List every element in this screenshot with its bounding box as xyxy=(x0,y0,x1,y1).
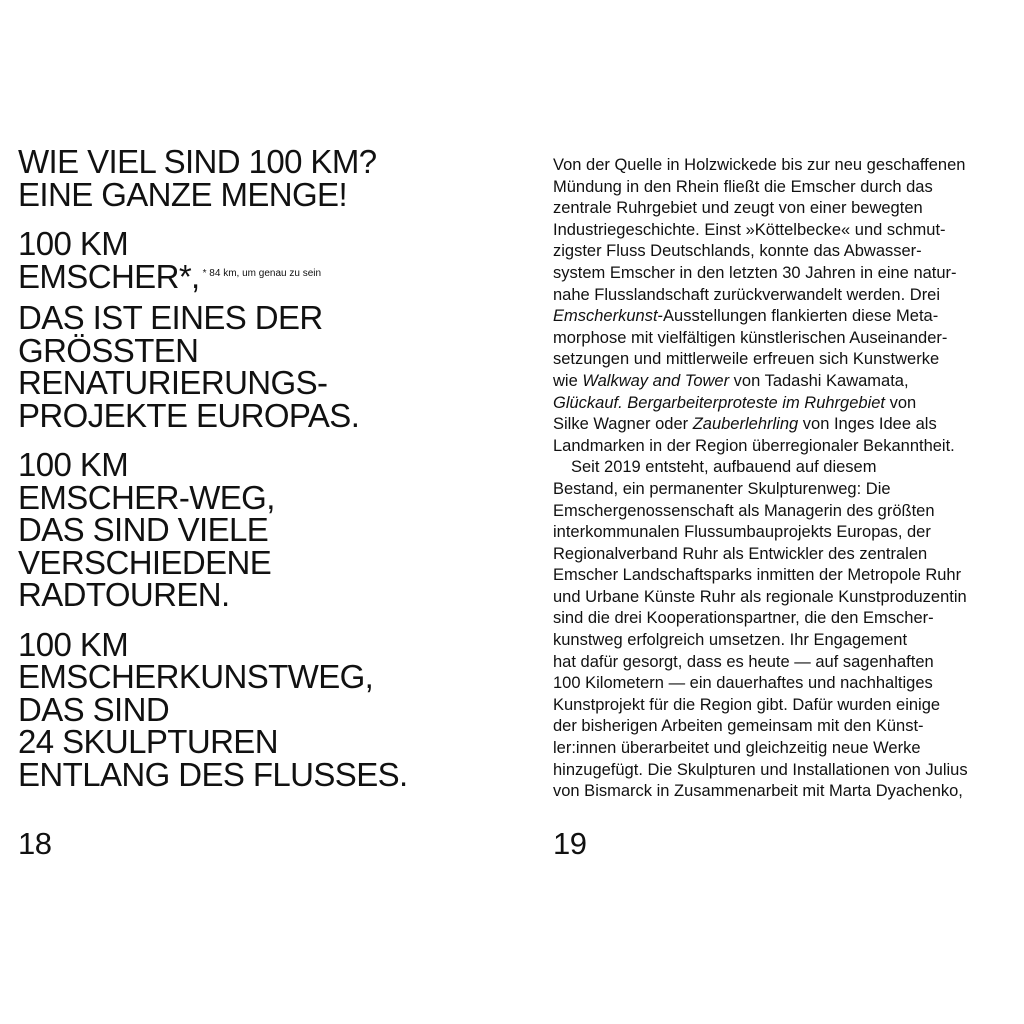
headline-block xyxy=(18,625,408,793)
headline-line: PROJEKTE EUROPAS. xyxy=(18,396,360,434)
body-text-segment: und Urbane Künste Ruhr als regionale Kunstproduzentin xyxy=(553,587,967,606)
headline-line: DAS IST EINES DER xyxy=(18,299,323,336)
body-text-segment: nahe Flusslandschaft zurückverwandelt werden. Drei xyxy=(553,285,941,304)
page-number-left: 18 xyxy=(18,826,52,861)
body-text-segment: Seit 2019 entsteht, aufbauend auf diesem xyxy=(571,458,877,477)
body-text-segment: Mündung in den Rhein fließt die Emscher durch das xyxy=(553,177,933,196)
body-line xyxy=(553,220,1018,242)
body-text-italic: Walkway and Tower xyxy=(582,371,730,390)
body-line xyxy=(553,393,1018,415)
body-text-segment: von Bismarck in Zusammenarbeit mit Marta Dyachenko, xyxy=(553,782,963,801)
body-text-segment: wie xyxy=(553,371,583,390)
body-text-segment: sind die drei Kooperationspartner, die den Emscher- xyxy=(553,609,934,628)
body-text-segment: interkommunalen Flussumbauprojekts Europas, der xyxy=(553,523,931,542)
headline-line: VERSCHIEDENE xyxy=(18,543,272,581)
headline-text: EMSCHER*, xyxy=(18,257,200,295)
body-text-segment: Regionalverband Ruhr als Entwickler des zentralen xyxy=(553,544,928,563)
body-text-segment: system Emscher in den letzten 30 Jahren in eine natur- xyxy=(553,263,957,282)
body-text-segment: zigster Fluss Deutschlands, konnte das Abwasser- xyxy=(553,242,922,261)
footnote-text: * 84 km, um genau zu sein xyxy=(202,267,322,279)
headline-line: DAS SIND xyxy=(18,690,170,728)
body-line xyxy=(553,155,1018,177)
body-text-segment: setzungen und mittlerweile erfreuen sich Kunstwerke xyxy=(553,350,940,369)
headline-block xyxy=(18,225,408,434)
headline-line: 24 SKULPTUREN xyxy=(18,723,278,760)
headline-line: GRÖSSTEN xyxy=(18,331,199,369)
body-line xyxy=(553,371,1018,393)
headline-line: EINE GANZE MENGE! xyxy=(18,175,348,213)
body-text-segment: von Tadashi Kawamata, xyxy=(729,371,909,390)
body-text-segment: Kunstprojekt für die Region gibt. Dafür wurden einige xyxy=(553,695,941,714)
body-text-segment: ler:innen überarbeitet und gleichzeitig neue Werke xyxy=(553,739,921,758)
headline-line: 100 KM xyxy=(18,446,129,483)
body-text-segment: Silke Wagner oder xyxy=(553,415,693,434)
body-line xyxy=(553,177,1018,199)
body-text-italic: Zauberlehrling xyxy=(692,415,799,434)
body-line xyxy=(553,263,1018,285)
headline-block xyxy=(18,143,408,213)
body-text-segment: Industriegeschichte. Einst »Köttelbecke« und schmut- xyxy=(553,220,946,239)
body-text-segment: Landmarken in der Region überregionaler Bekanntheit. xyxy=(553,436,955,455)
body-text-segment: morphose mit vielfältigen künstlerischen Auseinander- xyxy=(553,328,948,347)
body-text-segment: Bestand, ein permanenter Skulpturenweg: Die xyxy=(553,479,891,498)
body-line xyxy=(553,349,1018,371)
body-line xyxy=(553,457,1018,479)
body-text-segment: 100 Kilometern — ein dauerhaftes und nachhaltiges xyxy=(553,674,933,693)
body-line xyxy=(553,522,1018,544)
headline-line: 100 KM xyxy=(18,625,129,663)
headline-line: RADTOUREN. xyxy=(18,576,230,613)
headline-line: DAS SIND VIELE xyxy=(18,511,269,548)
body-line xyxy=(553,285,1018,307)
headline-line: EMSCHER-WEG, xyxy=(18,478,275,516)
headline-line: EMSCHERKUNSTWEG, xyxy=(18,658,374,695)
body-line xyxy=(553,760,1018,782)
body-line xyxy=(553,544,1018,566)
body-line xyxy=(553,673,1018,695)
body-text-italic: Glückauf. Bergarbeiterproteste im Ruhrgebiet xyxy=(553,393,885,412)
body-line xyxy=(553,198,1018,220)
body-text-segment: Von der Quelle in Holzwickede bis zur neu geschaffenen xyxy=(553,156,966,174)
body-line xyxy=(553,479,1018,501)
body-line xyxy=(553,328,1018,350)
body-line xyxy=(553,565,1018,587)
body-line xyxy=(553,738,1018,760)
body-line xyxy=(553,608,1018,630)
body-line xyxy=(553,781,1018,803)
body-line xyxy=(553,436,1018,458)
headline-line: WIE VIEL SIND 100 KM? xyxy=(18,143,377,180)
body-line xyxy=(553,241,1018,263)
body-text-segment: hat dafür gesorgt, dass es heute — auf sagenhaften xyxy=(553,652,934,671)
body-line xyxy=(553,306,1018,328)
body-text-segment: kunstweg erfolgreich umsetzen. Ihr Engagement xyxy=(553,631,908,650)
body-text-segment: von Inges Idee als xyxy=(798,415,937,434)
body-line xyxy=(553,652,1018,674)
body-text xyxy=(553,155,1018,803)
body-text-segment: Emschergenossenschaft als Managerin des größten xyxy=(553,501,935,520)
page-number-right: 19 xyxy=(553,826,587,861)
body-line xyxy=(553,716,1018,738)
body-text-segment: -Ausstellungen flankierten diese Meta- xyxy=(657,307,939,326)
body-line xyxy=(553,587,1018,609)
headline-blocks xyxy=(18,143,408,808)
headline-line: ENTLANG DES FLUSSES. xyxy=(18,755,408,793)
body-text-segment: von xyxy=(885,393,917,412)
body-line xyxy=(553,630,1018,652)
body-text-italic: Emscherkunst xyxy=(553,307,658,326)
body-line xyxy=(553,414,1018,436)
headline-line: 100 KM xyxy=(18,225,129,262)
body-text-segment: Emscher Landschaftsparks inmitten der Metropole Ruhr xyxy=(553,566,962,585)
headline-line: RENATURIERUNGS- xyxy=(18,364,328,401)
body-line xyxy=(553,695,1018,717)
headline-block xyxy=(18,446,408,613)
body-text-segment: der bisherigen Arbeiten gemeinsam mit den Künst- xyxy=(553,717,924,736)
body-line xyxy=(553,501,1018,523)
body-text-segment: hinzugefügt. Die Skulpturen und Installationen von Julius xyxy=(553,760,968,779)
headline-line xyxy=(18,257,408,303)
body-text-segment: zentrale Ruhrgebiet und zeugt von einer bewegten xyxy=(553,199,923,218)
